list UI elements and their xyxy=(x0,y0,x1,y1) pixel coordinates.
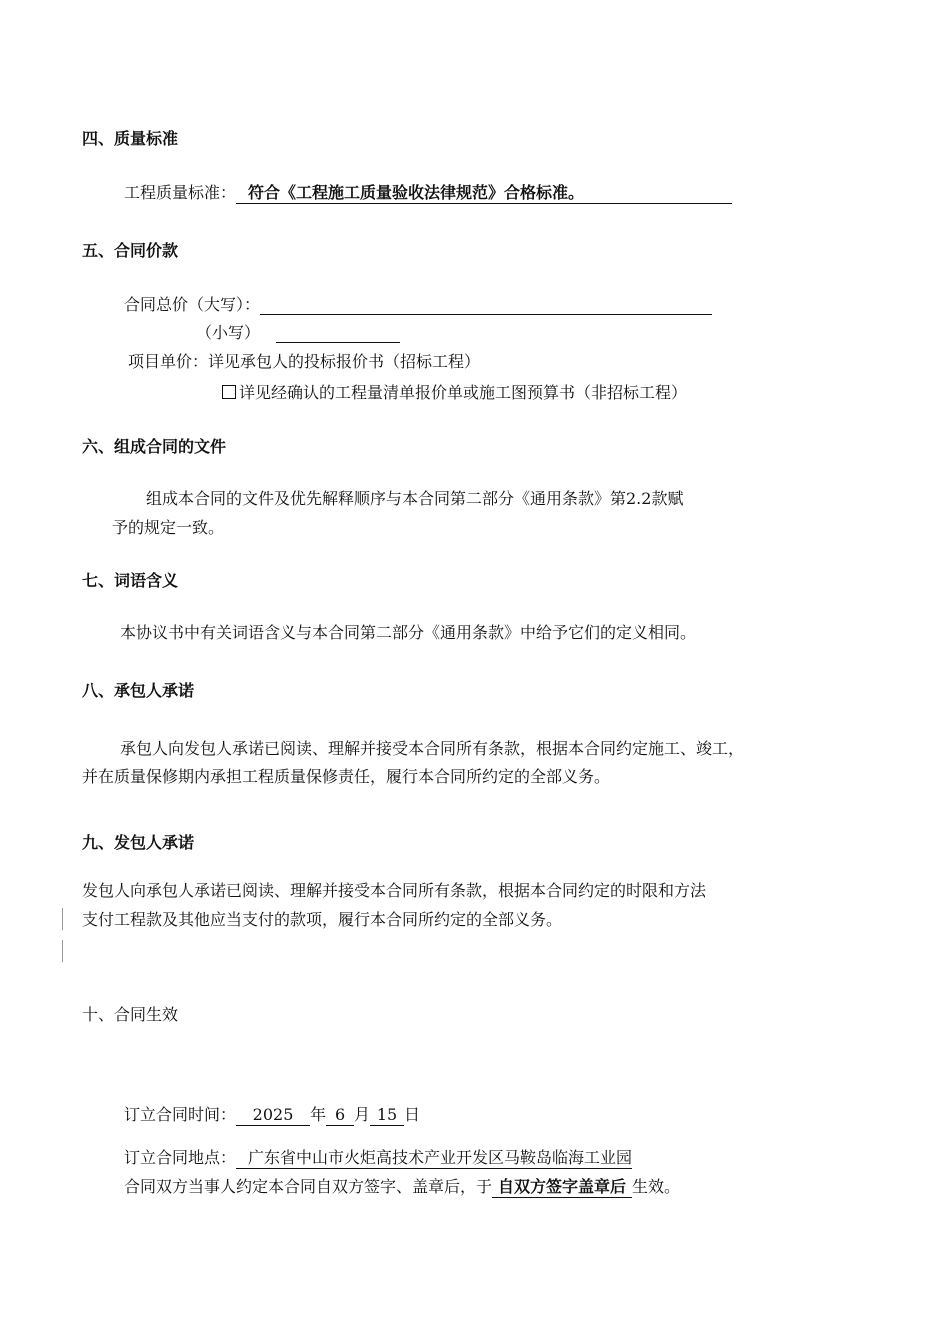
section-7-heading: 七、词语含义 xyxy=(82,571,179,590)
sign-place-row xyxy=(124,1147,632,1169)
total-price-upper-row xyxy=(124,294,712,316)
sign-date-row xyxy=(124,1104,420,1126)
month-unit: 月 xyxy=(354,1105,371,1124)
sign-year: 2025 xyxy=(236,1105,310,1126)
margin-marker xyxy=(62,908,63,930)
section-5-heading: 五、合同价款 xyxy=(82,241,179,260)
sign-date-label: 订立合同时间： xyxy=(124,1105,237,1124)
section-8-line-1: 承包人向发包人承诺已阅读、理解并接受本合同所有条款，根据本合同约定施工、竣工， xyxy=(120,739,745,758)
quality-standard-row xyxy=(124,182,732,204)
quality-standard-label: 工程质量标准： xyxy=(124,183,237,202)
section-8-heading: 八、承包人承诺 xyxy=(82,681,195,700)
section-9-line-2: 支付工程款及其他应当支付的款项，履行本合同所约定的全部义务。 xyxy=(82,910,563,929)
quality-standard-value: 符合《工程施工质量验收法律规范》合格标准。 xyxy=(236,183,732,204)
effect-suffix: 生效。 xyxy=(632,1177,681,1196)
sign-day: 15 xyxy=(370,1105,404,1126)
sign-place-value: 广东省中山市火炬高技术产业开发区马鞍岛临海工业园 xyxy=(236,1148,632,1169)
total-price-lower-row xyxy=(196,322,400,344)
section-4-heading: 四、质量标准 xyxy=(82,129,179,148)
section-6-line-1: 组成本合同的文件及优先解释顺序与本合同第二部分《通用条款》第2.2款赋 xyxy=(146,489,684,508)
total-price-lower-value xyxy=(276,322,400,343)
section-7-text: 本协议书中有关词语含义与本合同第二部分《通用条款》中给予它们的定义相同。 xyxy=(120,623,697,642)
checkbox-icon[interactable] xyxy=(222,385,236,399)
section-8-line-2: 并在质量保修期内承担工程质量保修责任，履行本合同所约定的全部义务。 xyxy=(82,767,611,786)
section-10-heading: 十、合同生效 xyxy=(82,1005,179,1024)
margin-marker xyxy=(62,940,63,962)
unit-price-line-2-text: 详见经确认的工程量清单报价单或施工图预算书（非招标工程） xyxy=(239,383,688,402)
effect-row xyxy=(124,1176,680,1198)
effect-prefix: 合同双方当事人约定本合同自双方签字、盖章后，于 xyxy=(124,1177,493,1196)
unit-price-line-2 xyxy=(222,382,687,404)
sign-month: 6 xyxy=(326,1105,354,1126)
effect-value: 自双方签字盖章后 xyxy=(492,1177,632,1198)
total-price-upper-value xyxy=(260,294,712,315)
total-price-upper-label: 合同总价（大写）： xyxy=(124,295,261,314)
sign-place-label: 订立合同地点： xyxy=(124,1148,237,1167)
year-unit: 年 xyxy=(310,1105,327,1124)
section-6-line-2: 予的规定一致。 xyxy=(112,518,225,537)
section-9-heading: 九、发包人承诺 xyxy=(82,833,195,852)
section-9-line-1: 发包人向承包人承诺已阅读、理解并接受本合同所有条款，根据本合同约定的时限和方法 xyxy=(82,881,707,900)
total-price-lower-label: （小写） xyxy=(196,323,261,342)
day-unit: 日 xyxy=(404,1105,421,1124)
unit-price-line: 项目单价：详见承包人的投标报价书（招标工程） xyxy=(128,352,481,371)
section-6-heading: 六、组成合同的文件 xyxy=(82,437,227,456)
